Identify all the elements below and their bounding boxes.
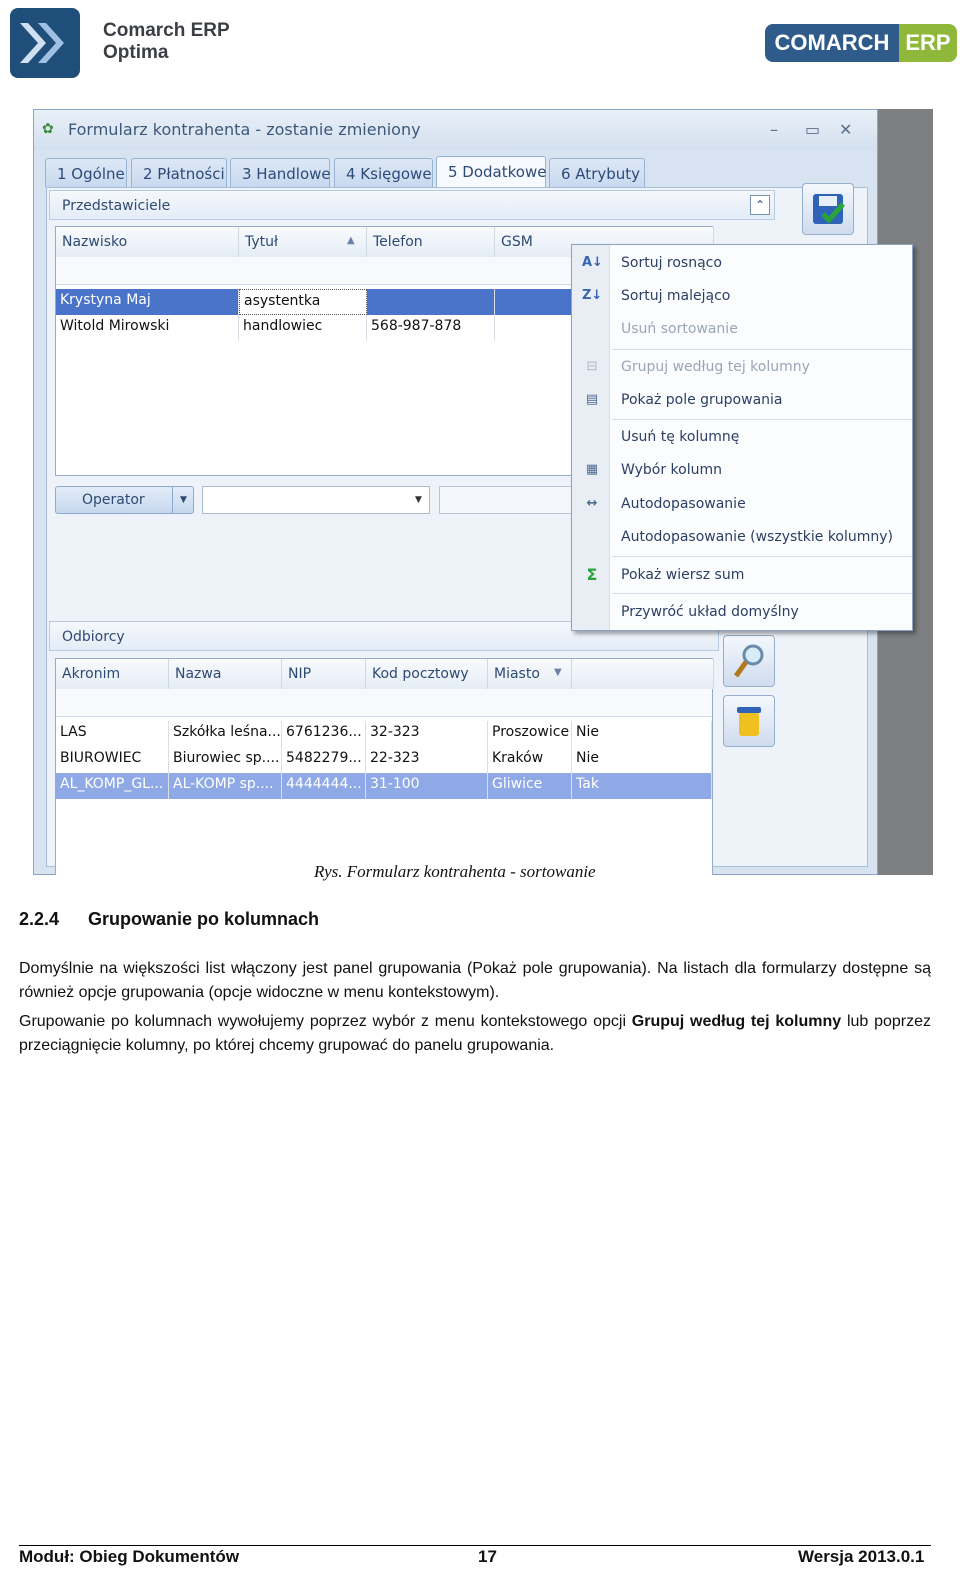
table-cell: Proszowice (488, 721, 572, 747)
chevron-down-icon: ▼ (415, 495, 422, 505)
figure-caption: Rys. Formularz kontrahenta - sortowanie (314, 862, 596, 881)
tab-ogolne[interactable]: 1 Ogólne (45, 158, 127, 187)
table-row[interactable] (56, 721, 712, 747)
menu-item-show-sum-row[interactable]: Pokaż wiersz sum (621, 567, 745, 583)
menu-item-restore-default-layout[interactable]: Przywróć układ domyślny (621, 604, 799, 620)
menu-separator (612, 593, 912, 594)
table-cell: 6761236... (282, 721, 366, 747)
menu-item-remove-sorting[interactable]: Usuń sortowanie (621, 321, 738, 337)
filter-icon: ▼ (554, 667, 562, 678)
filter-row[interactable] (56, 689, 712, 717)
tab-platnosci[interactable]: 2 Płatności (131, 158, 227, 187)
collapse-icon[interactable]: ⌃ (750, 195, 770, 215)
table-cell: 32-323 (366, 721, 488, 747)
comarch-logo: COMARCH ERP (765, 24, 957, 62)
column-header-tytul[interactable]: Tytuł ▲ (239, 227, 367, 257)
column-header-nip[interactable]: NIP (282, 659, 366, 689)
cell-nazwisko: Witold Mirowski (56, 315, 239, 341)
table-cell: Tak (572, 773, 712, 799)
column-header-nazwisko[interactable]: Nazwisko (56, 227, 239, 257)
window-titlebar (34, 110, 877, 150)
menu-item-column-chooser[interactable]: Wybór kolumn (621, 462, 722, 478)
cell-telefon: 568-987-878 (367, 315, 495, 341)
recipients-grid (55, 658, 713, 875)
table-cell: Gliwice (488, 773, 572, 799)
tab-ksiegowe[interactable]: 4 Księgowe (334, 158, 433, 187)
operator-button[interactable]: Operator ▼ (55, 486, 194, 514)
product-name: Comarch ERP Optima (103, 20, 230, 63)
sort-descending-za-icon: Z↓ (582, 288, 603, 303)
table-cell: 31-100 (366, 773, 488, 799)
menu-item-sort-ascending[interactable]: Sortuj rosnąco (621, 255, 722, 271)
section-heading: 2.2.4 Grupowanie po kolumnach (19, 909, 320, 929)
table-cell: Szkółka leśna... (169, 721, 282, 747)
comarch-optima-emblem-icon (10, 8, 80, 78)
table-cell: 4444444... (282, 773, 366, 799)
footer-module: Moduł: Obieg Dokumentów (19, 1547, 240, 1566)
column-chooser-icon: ▦ (585, 462, 599, 477)
delete-button[interactable] (723, 695, 775, 747)
menu-item-group-by-column[interactable]: Grupuj według tej kolumny (621, 359, 810, 375)
maximize-icon[interactable]: ▭ (805, 120, 821, 139)
search-button[interactable] (723, 635, 775, 687)
window-title: Formularz kontrahenta - zostanie zmieniony (68, 120, 421, 139)
column-header-nazwa[interactable]: Nazwa (169, 659, 282, 689)
close-icon[interactable]: ✕ (839, 120, 853, 139)
minimize-icon[interactable]: – (770, 120, 778, 139)
footer-rule (19, 1545, 931, 1546)
representatives-section-header: Przedstawiciele ⌃ (49, 190, 775, 220)
save-button[interactable] (802, 183, 854, 235)
column-context-menu (571, 244, 913, 631)
table-cell: Nie (572, 721, 712, 747)
table-cell: AL_KOMP_GL... (56, 773, 169, 799)
menu-separator (612, 349, 912, 350)
table-cell: 5482279... (282, 747, 366, 773)
recipients-section-header: Odbiorcy (49, 621, 719, 651)
paragraph: Grupowanie po kolumnach wywołujemy poprzez wybór z menu kontekstowego opcji Grupuj według tej kolumny lub poprzez przeciągnięcie kolumny, po której chcemy grupować do panelu grupowania. (19, 1013, 931, 1054)
column-header-extra[interactable] (572, 659, 714, 689)
column-header-kod-pocztowy[interactable]: Kod pocztowy (366, 659, 488, 689)
tab-atrybuty[interactable]: 6 Atrybuty (549, 158, 645, 187)
table-cell: Kraków (488, 747, 572, 773)
column-header-akronim[interactable]: Akronim (56, 659, 169, 689)
table-cell: Nie (572, 747, 712, 773)
tab-dodatkowe[interactable]: 5 Dodatkowe (436, 156, 546, 187)
cell-tytul: handlowiec (239, 315, 367, 341)
trash-icon (724, 696, 774, 746)
table-cell: Biurowiec sp.... (169, 747, 282, 773)
save-icon (803, 184, 853, 234)
table-cell: AL-KOMP sp.... (169, 773, 282, 799)
chevron-down-icon: ▼ (172, 487, 194, 513)
filter-combobox[interactable] (202, 486, 430, 514)
sort-ascending-az-icon: A↓ (582, 255, 603, 270)
page-number: 17 (478, 1547, 497, 1566)
cell-tytul: asystentka (239, 289, 367, 315)
autofit-icon: ↔ (586, 496, 598, 511)
group-panel-icon: ▤ (585, 392, 599, 407)
table-row[interactable] (56, 747, 712, 773)
table-cell: 22-323 (366, 747, 488, 773)
cell-telefon (367, 289, 495, 315)
tab-handlowe[interactable]: 3 Handlowe (230, 158, 330, 187)
table-cell: LAS (56, 721, 169, 747)
table-row[interactable] (56, 773, 712, 799)
cell-nazwisko: Krystyna Maj (56, 289, 239, 315)
sort-ascending-icon: ▲ (347, 235, 355, 246)
magnifier-icon (724, 636, 774, 686)
menu-separator (612, 419, 912, 420)
menu-item-remove-column[interactable]: Usuń tę kolumnę (621, 429, 740, 445)
menu-item-autofit[interactable]: Autodopasowanie (621, 496, 746, 512)
menu-item-show-group-panel[interactable]: Pokaż pole grupowania (621, 392, 783, 408)
menu-item-autofit-all[interactable]: Autodopasowanie (wszystkie kolumny) (621, 529, 894, 545)
menu-item-sort-descending[interactable]: Sortuj malejąco (621, 288, 731, 304)
column-header-gsm[interactable]: GSM (495, 227, 714, 257)
footer-version: Wersja 2013.0.1 (798, 1547, 925, 1566)
column-header-miasto[interactable]: Miasto ▼ (488, 659, 572, 689)
paragraph: Domyślnie na większości list włączony jest panel grupowania (Pokaż pole grupowania). Na listach dla formularzy dostępne są również opcje grupowania (opcje widoczne w menu kontekstowym). (19, 960, 931, 1001)
table-cell: BIUROWIEC (56, 747, 169, 773)
column-header-telefon[interactable]: Telefon (367, 227, 495, 257)
menu-separator (612, 556, 912, 557)
sum-icon: Σ (586, 565, 598, 584)
app-icon: ✿ (42, 121, 54, 137)
group-by-icon: ⊟ (586, 359, 598, 374)
